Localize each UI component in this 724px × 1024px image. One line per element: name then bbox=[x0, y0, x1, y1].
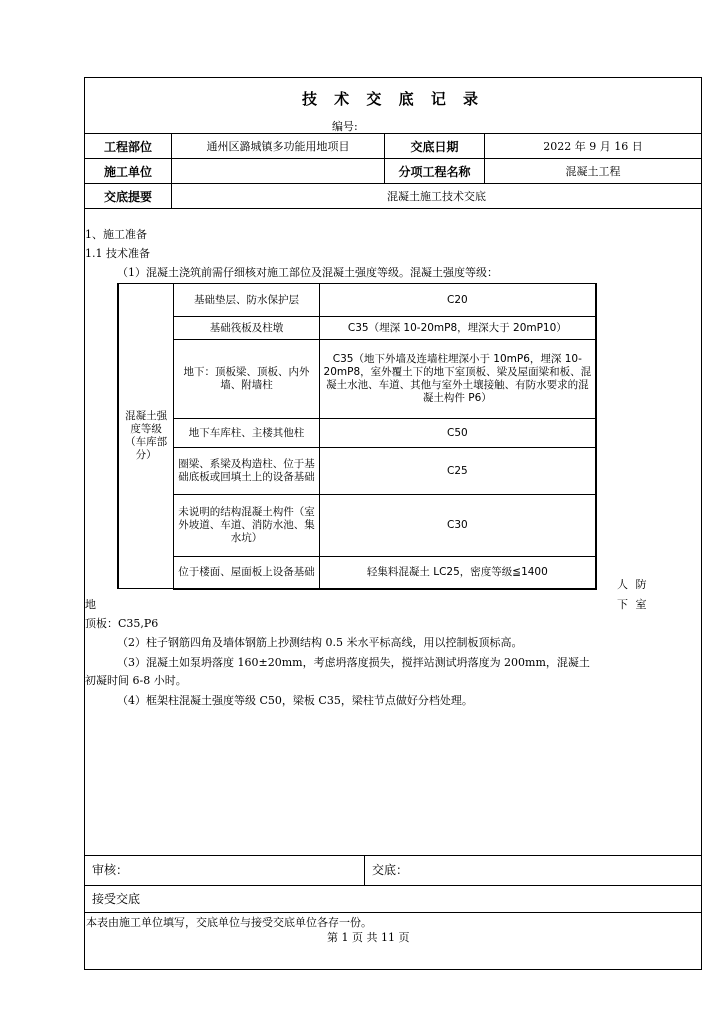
grade-row-part: 位于楼面、屋面板上设备基础 bbox=[174, 557, 319, 589]
handover-label: 交底： bbox=[372, 863, 409, 877]
grade-row-value: C35（埋深 10-20mP8，埋深大于 20mP10） bbox=[319, 317, 596, 340]
section-heading: 1、施工准备 bbox=[85, 228, 147, 241]
grade-row-part: 圈梁、系梁及构造柱、位于基础底板或回填土上的设备基础 bbox=[174, 448, 319, 495]
date-value: 2022 年 9 月 16 日 bbox=[485, 134, 702, 159]
paragraph-2: （2）柱子钢筋四角及墙体钢筋上抄测结构 0.5 米水平标高线，用以控制板顶标高。 bbox=[117, 636, 523, 649]
grade-row-value: C20 bbox=[319, 284, 596, 317]
project-part-value: 通州区潞城镇多功能用地项目 bbox=[172, 134, 385, 159]
paragraph-4: （4）框架柱混凝土强度等级 C50，梁板 C35，梁柱节点做好分档处理。 bbox=[117, 694, 473, 707]
subsection-heading: 1.1 技术准备 bbox=[85, 247, 150, 260]
grade-row-part: 基础筏板及柱墩 bbox=[174, 317, 319, 340]
grade-row-value: C35（地下外墙及连墙柱埋深小于 10mP6，埋深 10-20mP8，室外覆土下的地下室顶板、梁及屋面梁和板、混凝土水池、车道、其他与室外土壤接触、有防水要求的混凝土构件 P6） bbox=[319, 340, 596, 419]
receive-row-border bbox=[84, 912, 702, 913]
overflow-text-left: 地 bbox=[85, 598, 96, 611]
summary-value: 混凝土施工技术交底 bbox=[172, 184, 702, 209]
summary-label: 交底提要 bbox=[85, 184, 172, 209]
serial-number-label: 编号: bbox=[332, 120, 358, 133]
category-cell: 混凝土强度等级（车库部分） bbox=[118, 284, 174, 589]
page-title: 技 术 交 底 记 录 bbox=[301, 90, 485, 108]
overflow-text-right-2: 下 室 bbox=[617, 598, 649, 611]
review-label: 审核： bbox=[92, 863, 129, 877]
footer-note: 本表由施工单位填写，交底单位与接受交底单位各存一份。 bbox=[86, 916, 372, 929]
grade-row-value: C25 bbox=[319, 448, 596, 495]
date-label: 交底日期 bbox=[385, 134, 485, 159]
grade-row-value: C50 bbox=[319, 419, 596, 448]
overflow-text-right: 人 防 bbox=[617, 578, 649, 591]
grade-row-value: 轻集料混凝土 LC25，密度等级≦1400 bbox=[319, 557, 596, 589]
header-table bbox=[84, 133, 702, 209]
grade-row-part: 未说明的结构混凝土构件（室外坡道、车道、消防水池、集水坑） bbox=[174, 495, 319, 557]
grade-row-part: 地下：顶板梁、顶板、内外墙、附墙柱 bbox=[174, 340, 319, 419]
receive-label: 接受交底 bbox=[92, 892, 141, 906]
concrete-grade-table bbox=[117, 283, 597, 590]
grade-row-part: 地下车库柱、主楼其他柱 bbox=[174, 419, 319, 448]
page-number: 第 1 页 共 11 页 bbox=[327, 931, 410, 944]
sub-project-value: 混凝土工程 bbox=[485, 159, 702, 184]
paragraph-1: （1）混凝土浇筑前需仔细核对施工部位及混凝土强度等级。混凝土强度等级： bbox=[117, 266, 498, 279]
paragraph-3-cont: 初凝时间 6-8 小时。 bbox=[85, 674, 187, 687]
grade-row-value: C30 bbox=[319, 495, 596, 557]
roof-line: 顶板：C35,P6 bbox=[85, 617, 159, 630]
paragraph-3: （3）混凝土如泵坍落度 160±20mm，考虑坍落度损失，搅拌站测试坍落度为 200mm，混凝土 bbox=[117, 656, 590, 669]
unit-label: 施工单位 bbox=[85, 159, 172, 184]
signature-divider bbox=[364, 856, 365, 885]
grade-row-part: 基础垫层、防水保护层 bbox=[174, 284, 319, 317]
sub-project-label: 分项工程名称 bbox=[385, 159, 485, 184]
unit-value bbox=[172, 159, 385, 184]
project-part-label: 工程部位 bbox=[85, 134, 172, 159]
